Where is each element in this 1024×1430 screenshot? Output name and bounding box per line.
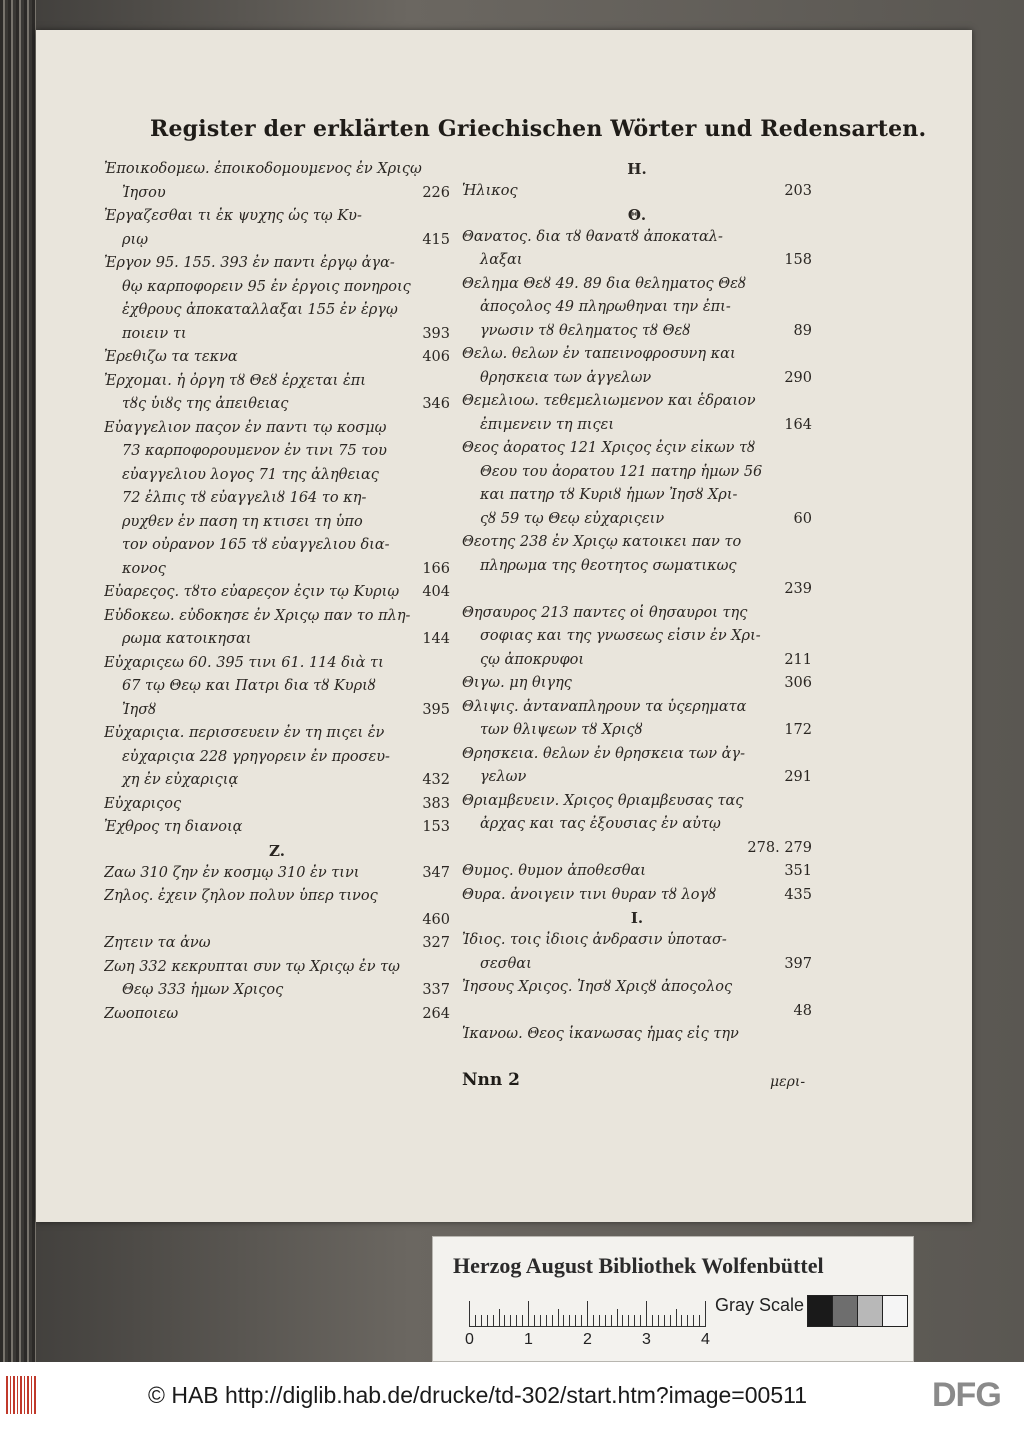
book-edge: [0, 0, 36, 1362]
index-entry: [104, 252, 450, 346]
scale-ruler: [469, 1301, 705, 1327]
entry-text-line: 172 των θλιψεων τȣ Χριςȣ: [462, 719, 812, 743]
page-reference: 166: [422, 560, 450, 577]
page-reference: 432: [422, 772, 450, 788]
gray-swatch: [832, 1295, 858, 1327]
ruler-tick: [493, 1315, 494, 1327]
entry-text-line: πληρωμα της θεοτητος σωματικως: [480, 557, 737, 574]
page-reference: 347: [422, 864, 450, 881]
section-letter: H.: [627, 160, 647, 178]
entry-text-line: 67 τῳ Θεῳ και Πατρι δια τȣ Κυριȣ: [122, 678, 376, 694]
page-reference: 48: [793, 1002, 812, 1019]
entry-text-line: ἀρχας και τας ἐξουσιας ἐν αὐτῳ: [480, 816, 721, 832]
entry-text-line: 306 Θιγω. μη θιγης: [462, 672, 812, 696]
entry-text-line: 406 Ἐρεθιζω τα τεκνα: [104, 346, 450, 370]
index-entry: [104, 370, 450, 417]
ruler-tick: [569, 1315, 570, 1327]
index-entry: [104, 346, 450, 370]
section-letter: I.: [630, 909, 644, 927]
index-entry: [104, 932, 450, 956]
ruler-tick: [617, 1309, 618, 1327]
ruler-number: 0: [465, 1331, 474, 1348]
page-reference: 415: [422, 231, 450, 248]
index-entry: [462, 976, 812, 1023]
ruler-tick: [605, 1315, 606, 1327]
entry-text-line: ρυχθεν ἐν παση τη κτισει τη ὑπο: [122, 513, 363, 530]
ruler-tick: [611, 1315, 612, 1327]
page-reference: 306: [784, 675, 812, 691]
entry-text-line: Θεου του ἀορατου 121 πατηρ ἡμων 56: [480, 463, 763, 480]
ruler-tick: [522, 1315, 523, 1327]
page-reference: 351: [784, 863, 812, 879]
entry-text-line: 404 Εὐαρεςος. τȣτο εὐαρεςον ἐςιν τῳ Κυριῳ: [104, 581, 450, 605]
section-letter: Z.: [269, 841, 285, 860]
ruler-tick: [540, 1315, 541, 1327]
entry-text-line: 164 ἐπιμενειν τη πιςει: [462, 414, 812, 438]
entry-text-line: 89 γνωσιν τȣ θεληματος τȣ Θεȣ: [462, 320, 812, 344]
page-reference: 383: [422, 795, 450, 812]
ruler-tick: [528, 1301, 529, 1327]
ruler-tick: [705, 1301, 706, 1327]
entry-text-line: 393 ποιειν τι: [104, 323, 450, 347]
entry-text-line: Ἱκανοω. Θεος ἱκανωσας ἡμας εἰς την: [462, 1026, 739, 1042]
entry-text-line: 60 ςȣ 59 τῳ Θεῳ εὐχαριςειν: [462, 508, 812, 532]
entry-text-line: 346 τȣς ὑιȣς της ἀπειθειας: [104, 393, 450, 417]
ruler-tick: [699, 1315, 700, 1327]
entry-text-line: Εὐδοκεω. εὐδοκησε ἐν Χριςῳ παν το πλη-: [104, 607, 411, 624]
index-entry: [104, 605, 450, 652]
page-reference: 264: [422, 1005, 450, 1022]
page-reference: 203: [784, 183, 812, 199]
index-entry: [104, 417, 450, 582]
page-reference: 153: [422, 819, 450, 835]
entry-page-line: [462, 837, 812, 861]
index-entry: [462, 790, 812, 861]
page-reference: 435: [784, 886, 812, 903]
ruler-tick: [563, 1315, 564, 1327]
dfg-logo: DFG: [932, 1376, 1001, 1414]
footer-bar: [0, 1362, 1024, 1430]
ruler-tick: [552, 1315, 553, 1327]
ruler-tick: [499, 1309, 500, 1327]
entry-text-line: σοφιας και της γνωσεως εἰσιν ἐν Χρι-: [480, 628, 761, 644]
page-reference: 239: [784, 581, 812, 597]
entry-text-line: 432 χη ἐν εὐχαριςιᾳ: [104, 769, 450, 793]
entry-text-line: 347 Ζαω 310 ζην ἐν κοσμῳ 310 ἐν τινι: [104, 862, 450, 886]
entry-text-line: 291 γελων: [462, 766, 812, 790]
entry-text-line: 435 Θυρα. ἀνοιγειν τινι θυραν τȣ λογȣ: [462, 884, 812, 908]
index-entry: [462, 531, 812, 602]
ruler-tick: [676, 1309, 677, 1327]
index-entry: [462, 860, 812, 884]
ruler-tick: [510, 1315, 511, 1327]
ruler-tick: [599, 1315, 600, 1327]
index-entry: [104, 205, 450, 252]
entry-text-line: Ἰδιος. τοις ἰδιοις ἀνδρασιν ὑποτασ-: [462, 932, 727, 948]
entry-text-line: 327 Ζητειν τα ἀνω: [104, 932, 450, 956]
entry-text-line: 351 Θυμος. θυμον ἀποθεσθαι: [462, 860, 812, 884]
entry-text-line: Ζηλος. ἐχειν ζηλον πολυν ὑπερ τινος: [104, 888, 378, 904]
index-entry: [104, 956, 450, 1003]
ruler-tick: [587, 1301, 588, 1327]
entry-text-line: Ἐργαζεσθαι τι ἐκ ψυχης ὡς τῳ Κυ-: [104, 208, 362, 224]
ruler-tick: [664, 1315, 665, 1327]
ruler-number: 4: [701, 1331, 710, 1348]
index-entry: [462, 343, 812, 390]
entry-text-line: 397 σεσθαι: [462, 953, 812, 977]
ruler-tick: [469, 1301, 470, 1327]
index-column-left: [104, 158, 450, 1026]
entry-text-line: Θανατος. δια τȣ θανατȣ ἀποκαταλ-: [462, 228, 723, 245]
entry-text-line: θῳ καρποφορειν 95 ἐν ἐργοις πονηροις: [122, 278, 411, 295]
page-reference: 89: [793, 322, 812, 339]
ruler-tick: [593, 1315, 594, 1327]
entry-text-line: Εὐαγγελιον παςον ἐν παντι τῳ κοσμῳ: [104, 419, 387, 436]
index-entry: [462, 743, 812, 790]
ruler-tick: [575, 1315, 576, 1327]
library-name: Herzog August Bibliothek Wolfenbüttel: [453, 1253, 824, 1278]
index-entry: [104, 1003, 450, 1027]
entry-page-line: [104, 909, 450, 933]
entry-text-line: 72 ἐλπις τȣ εὐαγγελιȣ 164 το κη-: [122, 490, 367, 506]
page-reference: 278. 279: [747, 839, 812, 856]
index-entry: [104, 722, 450, 793]
ruler-tick: [581, 1315, 582, 1327]
entry-text-line: 290 θρησκεια των ἀγγελων: [462, 367, 812, 391]
gray-swatch: [882, 1295, 908, 1327]
page-reference: 211: [784, 651, 812, 668]
ruler-tick: [670, 1315, 671, 1327]
index-entry: [462, 884, 812, 908]
entry-text-line: Θελω. θελων ἐν ταπεινοφροσυνη και: [462, 346, 736, 362]
index-entry: [462, 437, 812, 531]
entry-text-line: 337 Θεῳ 333 ἡμων Χριςος: [104, 979, 450, 1003]
page-reference: 172: [784, 722, 812, 738]
ruler-tick: [634, 1315, 635, 1327]
gray-scale-label: Gray Scale: [715, 1295, 805, 1315]
entry-text-line: Ἐποικοδομεω. ἐποικοδομουμενος ἐν Χριςῳ: [104, 161, 422, 177]
entry-text-line: Ἐργον 95. 155. 393 ἐν παντι ἐργῳ ἀγα-: [104, 255, 395, 271]
page-reference: 60: [793, 510, 812, 527]
gray-swatch: [857, 1295, 883, 1327]
entry-text-line: Ἐρχομαι. ἡ ὀργη τȣ Θεȣ ἐρχεται ἐπι: [104, 372, 366, 389]
page-reference: 404: [422, 584, 450, 600]
section-letter: Θ.: [627, 205, 647, 224]
entry-text-line: Εὐχαριςια. περισσευειν ἐν τη πιςει ἐν: [104, 725, 385, 741]
entry-text-line: 153 Ἐχθρος τη διανοιᾳ: [104, 816, 450, 840]
page-reference: 397: [784, 955, 812, 972]
ruler-tick: [481, 1315, 482, 1327]
ruler-tick: [534, 1315, 535, 1327]
index-entry: [104, 862, 450, 886]
entry-text-line: 166 κονος: [104, 558, 450, 582]
page-reference: 164: [784, 416, 812, 433]
page-reference: 406: [422, 349, 450, 365]
ruler-number: 3: [642, 1331, 651, 1348]
entry-text-line: και πατηρ τȣ Κυριȣ ἡμων Ἰησȣ Χρι-: [480, 487, 738, 503]
ruler-tick: [640, 1315, 641, 1327]
page-reference: 346: [422, 396, 450, 412]
entry-text-line: ἐχθρους ἀποκαταλλαξαι 155 ἐν ἐργῳ: [122, 302, 398, 318]
entry-text-line: 383 Εὐχαριςος: [104, 793, 450, 817]
entry-text-line: 226 Ἰησου: [104, 182, 450, 206]
page-reference: 460: [422, 911, 450, 928]
index-entry: [462, 1023, 812, 1047]
entry-text-line: 211 ςῳ ἀποκρυφοι: [462, 649, 812, 673]
page-reference: 395: [422, 701, 450, 718]
ruler-tick: [546, 1315, 547, 1327]
index-column-right: [462, 158, 812, 1047]
entry-text-line: εὐαγγελιου λογος 71 της ἀληθειας: [122, 466, 379, 483]
ruler-tick: [504, 1315, 505, 1327]
entry-text-line: 73 καρποφορουμενον ἐν τινι 75 του: [122, 443, 387, 459]
index-entry: [462, 273, 812, 344]
index-entry: [462, 602, 812, 673]
page-reference: 290: [784, 369, 812, 386]
ruler-tick: [693, 1315, 694, 1327]
source-url[interactable]: © HAB http://diglib.hab.de/drucke/td-302/start.htm?image=00511: [148, 1382, 807, 1408]
index-entry: [462, 226, 812, 273]
ruler-tick: [622, 1315, 623, 1327]
entry-text-line: Εὐχαριςεω 60. 395 τινι 61. 114 διὰ τι: [104, 654, 384, 671]
page-reference: 291: [784, 769, 812, 785]
entry-text-line: Θρησκεια. θελων ἐν θρησκεια των ἀγ-: [462, 745, 745, 762]
entry-page-line: [462, 1000, 812, 1024]
index-entry: [462, 929, 812, 976]
entry-text-line: 264 Ζωοποιεω: [104, 1003, 450, 1027]
ruler-tick: [628, 1315, 629, 1327]
entry-text-line: Θεος ἀορατος 121 Χριςος ἐςιν εἰκων τȣ: [462, 440, 756, 456]
ruler-tick: [652, 1315, 653, 1327]
entry-text-line: Θησαυρος 213 παντες οἱ θησαυροι της: [462, 604, 748, 621]
index-entry: [462, 696, 812, 743]
entry-text-line: 144 ρωμα κατοικησαι: [104, 628, 450, 652]
index-entry: [104, 816, 450, 840]
ruler-tick: [687, 1315, 688, 1327]
index-entry: [104, 885, 450, 932]
running-head: Register der erklärten Griechischen Wörter und Redensarten.: [150, 116, 927, 142]
entry-text-line: Ἰησους Χριςος. Ἰησȣ Χριςȣ ἀποςολος: [462, 979, 733, 995]
ruler-number: 2: [583, 1331, 592, 1348]
entry-text-line: Θριαμβευειν. Χριςος θριαμβευσας τας: [462, 792, 744, 809]
printer-signature: Nnn 2: [462, 1070, 521, 1090]
index-entry: [462, 672, 812, 696]
index-entry: [104, 581, 450, 605]
index-entry: [462, 390, 812, 437]
page-reference: 158: [784, 252, 812, 268]
ruler-tick: [516, 1315, 517, 1327]
entry-text-line: Θελημα Θεȣ 49. 89 δια θεληματος Θεȣ: [462, 275, 746, 292]
entry-page-line: [462, 578, 812, 602]
page-reference: 226: [422, 184, 450, 201]
ruler-tick: [558, 1309, 559, 1327]
entry-text-line: εὐχαριςια 228 γρηγορειν ἐν προσευ-: [122, 748, 390, 765]
entry-text-line: 203 Ἡλικος: [462, 180, 812, 204]
hab-logo-icon: [6, 1376, 38, 1414]
entry-text-line: τον οὐρανον 165 τȣ εὐαγγελιου δια-: [122, 537, 390, 553]
entry-text-line: 395 Ἰησȣ: [104, 699, 450, 723]
ruler-tick: [681, 1315, 682, 1327]
color-target-card: [432, 1236, 914, 1362]
ruler-tick: [658, 1315, 659, 1327]
entry-text-line: Θεμελιοω. τεθεμελιωμενον και ἑδραιον: [462, 393, 756, 409]
index-entry: [104, 793, 450, 817]
index-entry: [462, 180, 812, 204]
gray-swatch: [807, 1295, 833, 1327]
entry-text-line: 158 λαξαι: [462, 249, 812, 273]
ruler-number: 1: [524, 1331, 533, 1348]
page-reference: 327: [422, 935, 450, 951]
entry-text-line: Θλιψις. ἀνταναπληρουν τα ὑςερηματα: [462, 698, 747, 715]
ruler-tick: [475, 1315, 476, 1327]
page-reference: 337: [422, 982, 450, 998]
ruler-tick: [646, 1301, 647, 1327]
entry-text-line: Ζωη 332 κεκρυπται συν τῳ Χριςῳ ἐν τῳ: [104, 958, 400, 975]
page-reference: 144: [422, 631, 450, 647]
catchword: μερι-: [770, 1074, 806, 1090]
entry-text-line: ἀποςολος 49 πληρωθηναι την ἐπι-: [480, 299, 731, 315]
entry-text-line: 415 ριῳ: [104, 229, 450, 253]
index-entry: [104, 158, 450, 205]
entry-text-line: Θεοτης 238 ἐν Χριςῳ κατοικει παν το: [462, 534, 742, 550]
page-reference: 393: [422, 325, 450, 342]
ruler-tick: [487, 1315, 488, 1327]
index-entry: [104, 652, 450, 723]
